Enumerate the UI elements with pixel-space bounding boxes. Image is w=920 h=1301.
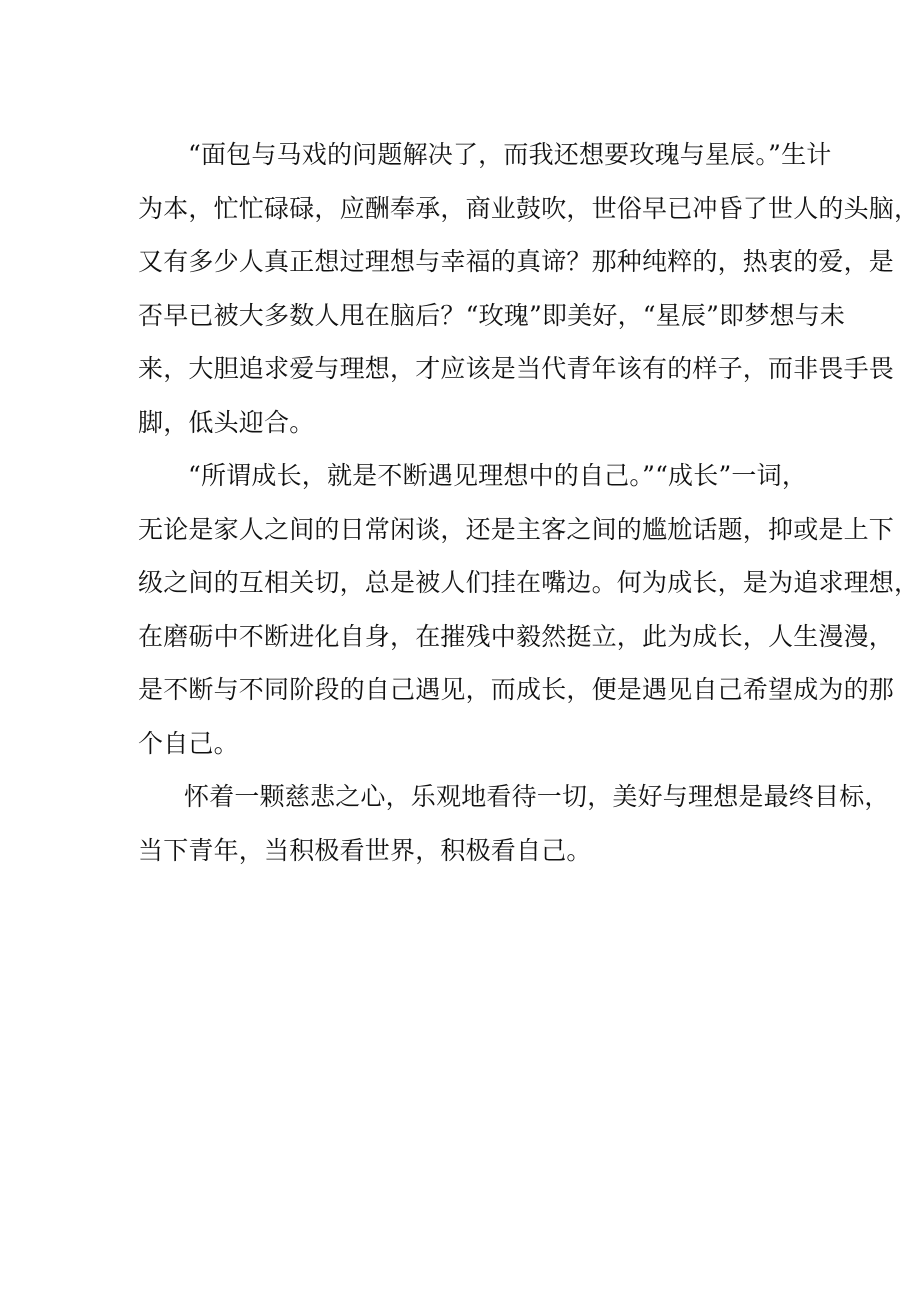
paragraph-line: 级之间的互相关切，总是被人们挂在嘴边。何为成长，是为追求理想，	[138, 568, 920, 597]
document-body	[138, 128, 920, 877]
paragraph-line: 否早已被大多数人甩在脑后？“玫瑰”即美好，“星辰”即梦想与未	[138, 300, 846, 330]
paragraph-line: 为本，忙忙碌碌，应酬奉承，商业鼓吹，世俗早已冲昏了世人的头脑，	[138, 193, 920, 223]
paragraph-line: “面包与马戏的问题解决了，而我还想要玫瑰与星辰。”生计	[188, 140, 832, 169]
paragraph-line: 脚，低头迎合。	[138, 407, 315, 437]
paragraph-line: 来，大胆追求爱与理想，才应该是当代青年该有的样子，而非畏手畏	[138, 354, 895, 383]
paragraph-line: “所谓成长，就是不断遇见理想中的自己。”“成长”一词，	[188, 461, 808, 490]
paragraph-1	[138, 128, 920, 449]
paragraph-2	[138, 449, 920, 770]
paragraph-line: 又有多少人真正想过理想与幸福的真谛？那种纯粹的，热衷的爱，是	[138, 247, 895, 276]
paragraph-line: 怀着一颗慈悲之心，乐观地看待一切，美好与理想是最终目标，	[184, 782, 890, 811]
paragraph-3	[138, 770, 890, 877]
paragraph-line: 当下青年，当积极看世界，积极看自己。	[138, 835, 592, 865]
paragraph-line: 是不断与不同阶段的自己遇见，而成长，便是遇见自己希望成为的那	[138, 675, 895, 704]
paragraph-line: 个自己。	[138, 728, 239, 758]
paragraph-line: 无论是家人之间的日常闲谈，还是主客之间的尴尬话题，抑或是上下	[138, 514, 895, 544]
paragraph-line: 在磨砺中不断进化自身，在摧残中毅然挺立，此为成长，人生漫漫，	[138, 621, 895, 651]
